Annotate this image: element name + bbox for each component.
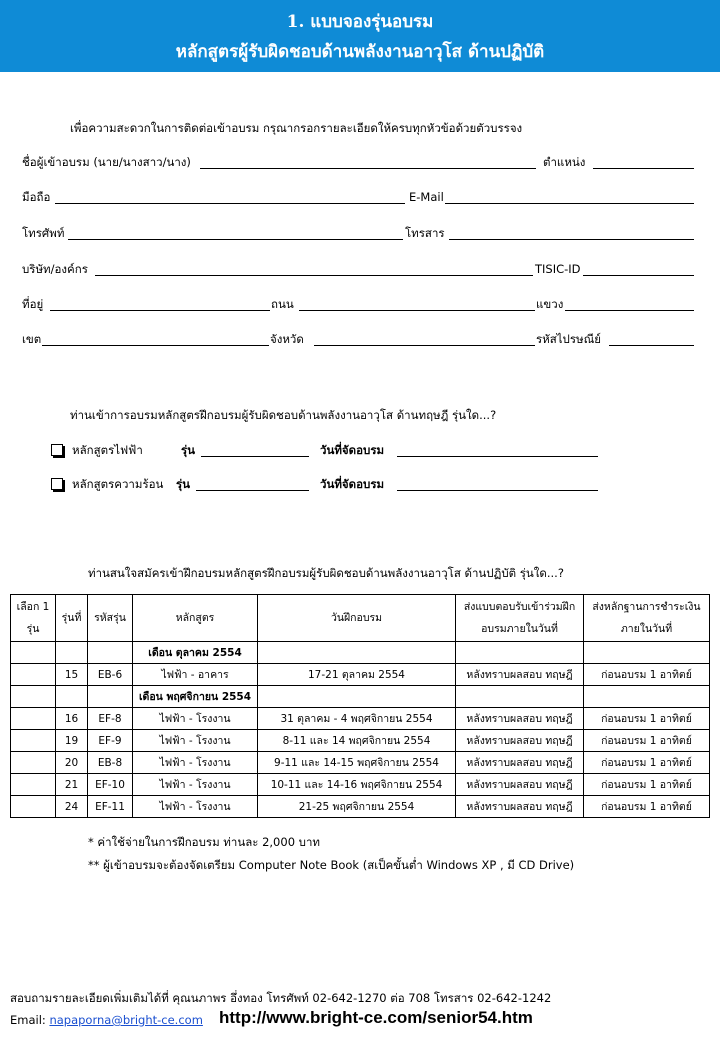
- province-label: จังหวัด: [270, 332, 304, 346]
- batch-cell: 21: [56, 774, 88, 796]
- select-cell[interactable]: [11, 752, 56, 774]
- postcode-label: รหัสไปรษณีย์: [536, 332, 602, 346]
- table-row: [11, 774, 710, 796]
- electric-batch-label: รุ่น: [181, 443, 196, 457]
- postcode-field[interactable]: [609, 345, 694, 346]
- select-cell[interactable]: [11, 774, 56, 796]
- tisic-field[interactable]: [583, 275, 694, 276]
- position-label: ตำแหน่ง: [543, 155, 586, 169]
- course-cell: ไฟฟ้า - โรงงาน: [133, 708, 258, 730]
- district-field[interactable]: [42, 345, 269, 346]
- empty-cell: [258, 686, 456, 708]
- empty-cell: [456, 642, 584, 664]
- address-label: ที่อยู่: [22, 297, 44, 311]
- reply-deadline-cell: หลังทราบผลสอบ ทฤษฎี: [456, 796, 584, 818]
- email-link[interactable]: napaporna@bright-ce.com: [49, 1013, 203, 1027]
- mobile-label: มือถือ: [22, 190, 51, 204]
- empty-cell: [88, 686, 133, 708]
- col-reply-deadline: ส่งแบบตอบรับเข้าร่วมฝึกอบรมภายในวันที่: [456, 595, 584, 642]
- select-cell[interactable]: [11, 708, 56, 730]
- col-select: เลือก 1 รุ่น: [11, 595, 56, 642]
- email-field[interactable]: [445, 203, 694, 204]
- phone-field[interactable]: [68, 239, 403, 240]
- reply-deadline-cell: หลังทราบผลสอบ ทฤษฎี: [456, 752, 584, 774]
- thermal-date-label: วันที่จัดอบรม: [320, 477, 385, 491]
- road-field[interactable]: [299, 310, 535, 311]
- table-row: [11, 664, 710, 686]
- course-cell: ไฟฟ้า - โรงงาน: [133, 774, 258, 796]
- header-banner: [0, 0, 720, 72]
- month-row: [11, 642, 710, 664]
- electric-checkbox[interactable]: [51, 444, 63, 456]
- road-label: ถนน: [271, 297, 294, 311]
- dates-cell: 17-21 ตุลาคม 2554: [258, 664, 456, 686]
- company-field[interactable]: [95, 275, 533, 276]
- course-cell: ไฟฟ้า - โรงงาน: [133, 796, 258, 818]
- code-cell: EF-10: [88, 774, 133, 796]
- footer-email-label: Email:: [10, 1013, 46, 1027]
- name-label: ชื่อผู้เข้าอบรม (นาย/นางสาว/นาง): [22, 155, 191, 169]
- table-row: [11, 752, 710, 774]
- email-row: [10, 1013, 203, 1027]
- table-row: [11, 708, 710, 730]
- empty-cell: [88, 642, 133, 664]
- course-cell: ไฟฟ้า - โรงงาน: [133, 730, 258, 752]
- reply-deadline-cell: หลังทราบผลสอบ ทฤษฎี: [456, 708, 584, 730]
- empty-cell: [11, 642, 56, 664]
- contact-info: สอบถามรายละเอียดเพิ่มเติมได้ที่ คุณนภาพร อึ่งทอง โทรศัพท์ 02-642-1270 ต่อ 708 โทรสาร 02-642-1242: [10, 991, 552, 1005]
- thermal-batch-label: รุ่น: [176, 477, 191, 491]
- district-label: เขต: [22, 332, 42, 346]
- batch-cell: 20: [56, 752, 88, 774]
- empty-cell: [56, 686, 88, 708]
- batch-cell: 15: [56, 664, 88, 686]
- schedule-table: [10, 594, 710, 818]
- electric-batch-field[interactable]: [201, 456, 309, 457]
- fax-field[interactable]: [449, 239, 694, 240]
- electric-date-field[interactable]: [397, 456, 598, 457]
- select-cell[interactable]: [11, 796, 56, 818]
- payment-deadline-cell: ก่อนอบรม 1 อาทิตย์: [584, 796, 710, 818]
- table-row: [11, 796, 710, 818]
- phone-label: โทรศัพท์: [22, 226, 65, 240]
- reply-deadline-cell: หลังทราบผลสอบ ทฤษฎี: [456, 730, 584, 752]
- thermal-date-field[interactable]: [397, 490, 598, 491]
- dates-cell: 10-11 และ 14-16 พฤศจิกายน 2554: [258, 774, 456, 796]
- thermal-course-label: หลักสูตรความร้อน: [72, 477, 164, 491]
- month-label: เดือน พฤศจิกายน 2554: [133, 686, 258, 708]
- electric-course-label: หลักสูตรไฟฟ้า: [72, 443, 143, 457]
- month-label: เดือน ตุลาคม 2554: [133, 642, 258, 664]
- reply-deadline-cell: หลังทราบผลสอบ ทฤษฎี: [456, 774, 584, 796]
- payment-deadline-cell: ก่อนอบรม 1 อาทิตย์: [584, 708, 710, 730]
- payment-deadline-cell: ก่อนอบรม 1 อาทิตย์: [584, 664, 710, 686]
- name-field[interactable]: [200, 168, 536, 169]
- empty-cell: [11, 686, 56, 708]
- col-code: รหัสรุ่น: [88, 595, 133, 642]
- col-payment-deadline: ส่งหลักฐานการชำระเงิน ภายในวันที่: [584, 595, 710, 642]
- form-intro: เพื่อความสะดวกในการติดต่อเข้าอบรม กรุณากรอกรายละเอียดให้ครบทุกหัวข้อด้วยตัวบรรจง: [70, 121, 523, 135]
- form-title: 1. แบบจองรุ่นอบรม: [286, 12, 434, 32]
- reply-deadline-cell: หลังทราบผลสอบ ทฤษฎี: [456, 664, 584, 686]
- theory-question: ท่านเข้าการอบรมหลักสูตรฝึกอบรมผู้รับผิดชอบด้านพลังงานอาวุโส ด้านทฤษฎี รุ่นใด...?: [70, 408, 497, 422]
- empty-cell: [584, 686, 710, 708]
- code-cell: EB-6: [88, 664, 133, 686]
- course-url[interactable]: http://www.bright-ce.com/senior54.htm: [219, 1008, 533, 1027]
- province-field[interactable]: [314, 345, 535, 346]
- fee-note: * ค่าใช้จ่ายในการฝึกอบรม ท่านละ 2,000 บาท: [88, 835, 320, 849]
- subdistrict-field[interactable]: [565, 310, 694, 311]
- col-batch: รุ่นที่: [56, 595, 88, 642]
- empty-cell: [584, 642, 710, 664]
- course-cell: ไฟฟ้า - อาคาร: [133, 664, 258, 686]
- dates-cell: 9-11 และ 14-15 พฤศจิกายน 2554: [258, 752, 456, 774]
- computer-note: ** ผู้เข้าอบรมจะต้องจัดเตรียม Computer Note Book (สเป็คขั้นต่ำ Windows XP , มี CD Drive): [88, 858, 575, 872]
- batch-cell: 16: [56, 708, 88, 730]
- select-cell[interactable]: [11, 730, 56, 752]
- select-cell[interactable]: [11, 664, 56, 686]
- payment-deadline-cell: ก่อนอบรม 1 อาทิตย์: [584, 752, 710, 774]
- col-dates: วันฝึกอบรม: [258, 595, 456, 642]
- company-label: บริษัท/องค์กร: [22, 262, 88, 276]
- empty-cell: [456, 686, 584, 708]
- dates-cell: 31 ตุลาคม - 4 พฤศจิกายน 2554: [258, 708, 456, 730]
- table-row: [11, 730, 710, 752]
- dates-cell: 21-25 พฤศจิกายน 2554: [258, 796, 456, 818]
- subdistrict-label: แขวง: [536, 297, 564, 311]
- month-row: [11, 686, 710, 708]
- course-cell: ไฟฟ้า - โรงงาน: [133, 752, 258, 774]
- code-cell: EB-8: [88, 752, 133, 774]
- thermal-checkbox[interactable]: [51, 478, 63, 490]
- electric-date-label: วันที่จัดอบรม: [320, 443, 385, 457]
- practice-question: ท่านสนใจสมัครเข้าฝึกอบรมหลักสูตรฝึกอบรมผู้รับผิดชอบด้านพลังงานอาวุโส ด้านปฏิบัติ รุ่นใด...?: [88, 566, 564, 580]
- empty-cell: [56, 642, 88, 664]
- batch-cell: 19: [56, 730, 88, 752]
- tisic-label: TISIC-ID: [535, 262, 581, 276]
- dates-cell: 8-11 และ 14 พฤศจิกายน 2554: [258, 730, 456, 752]
- col-course: หลักสูตร: [133, 595, 258, 642]
- mobile-field[interactable]: [55, 203, 405, 204]
- position-field[interactable]: [593, 168, 694, 169]
- empty-cell: [258, 642, 456, 664]
- code-cell: EF-8: [88, 708, 133, 730]
- payment-deadline-cell: ก่อนอบรม 1 อาทิตย์: [584, 774, 710, 796]
- payment-deadline-cell: ก่อนอบรม 1 อาทิตย์: [584, 730, 710, 752]
- batch-cell: 24: [56, 796, 88, 818]
- course-title: หลักสูตรผู้รับผิดชอบด้านพลังงานอาวุโส ด้านปฏิบัติ: [175, 42, 545, 62]
- table-header-row: [11, 595, 710, 642]
- code-cell: EF-9: [88, 730, 133, 752]
- address-field[interactable]: [50, 310, 270, 311]
- fax-label: โทรสาร: [405, 226, 445, 240]
- thermal-batch-field[interactable]: [196, 490, 309, 491]
- code-cell: EF-11: [88, 796, 133, 818]
- email-label: E-Mail: [409, 190, 444, 204]
